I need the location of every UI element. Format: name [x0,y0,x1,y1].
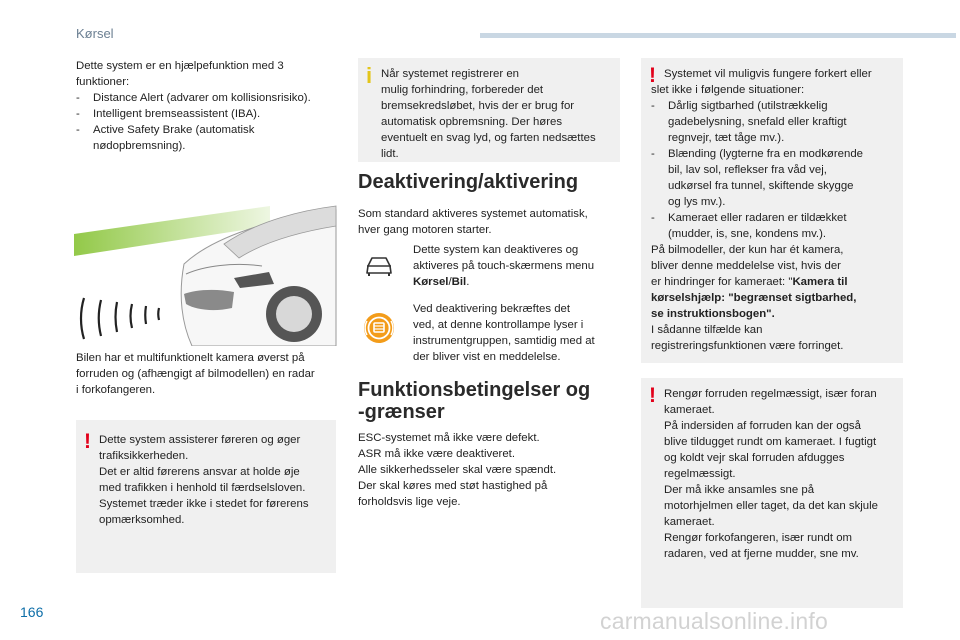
conditions-list: ESC-systemet må ikke være defekt. ASR må ikke være deaktiveret. Alle sikkerhedsseler skal være spændt. Der skal køres med støt hastighed på forholdsvis lige veje. [358,432,557,508]
heading-deactivation: Deaktivering/aktivering [358,171,579,193]
function-item-cont: nødopbremsning). [93,140,186,152]
function-item: - Distance Alert (advarer om kollisionsrisiko). [76,92,311,104]
warning-icon: ! [649,384,656,407]
info-icon: i [366,63,373,88]
intro-text [76,58,338,154]
page-header-title: Kørsel [76,26,114,41]
header-bar [480,33,956,38]
intro-line: funktioner: [76,76,130,88]
warning-icon: ! [84,430,91,453]
info-box-brake-prep: i Når systemet registrerer en mulig forhindring, forbereder det bremsekredsløbet, hvis der er brug for automatisk opbremsning. Der høres eventuelt en svag lyd, og farten nedsættes lidt. [358,58,620,162]
menu-path-car: Bil [451,276,467,288]
intro-line: Dette system er en hjælpefunktion med 3 [76,60,284,72]
menu-path-driving: Kørsel [413,276,449,288]
car-menu-icon [364,254,394,278]
radar-waves [81,298,159,339]
function-item: - Intelligent bremseassistent (IBA). [76,108,261,120]
deactivate-instructions: Dette system kan deaktiveres og aktiveres på touch-skærmens menu Kørsel/Bil. [413,244,595,288]
warning-box-cleaning: ! Rengør forruden regelmæssigt, især foran kameraet. På indersiden af forruden kan der også blive tildugget rundt om kameraet. I fugtigt og koldt vejr skal forruden afdugges regelmæssigt. Der må ikke ansamles sne på motorhjelmen eller taget, da det kan skjule kameraet. Rengør forkofangeren, især rundt om radaren, ved at fjerne mudder, sne mv. [641,378,903,608]
function-item: - Active Safety Brake (automatisk [76,124,255,136]
active-safety-brake-lamp-icon [362,311,396,345]
watermark: carmanualsonline.info [600,608,828,634]
heading-conditions: Funktionsbetingelser og -grænser [358,379,591,423]
car-camera-illustration [74,196,338,346]
confirmation-text: Ved deaktivering bekræftes det ved, at denne kontrollampe lyser i instrumentgruppen, samtidig med at der bliver vist en meddelelse. [413,303,595,363]
page-number: 166 [20,604,44,620]
warning-box-responsibility: ! Dette system assisterer føreren og øger trafiksikkerheden. Det er altid førerens ansvar at holde øje med trafikken i henhold til færdselsloven. Systemet træder ikke i stedet for førerens opmærksomhed. [76,420,336,573]
warning-icon: ! [649,64,656,87]
car-rim [276,296,312,332]
camera-description: Bilen har et multifunktionelt kamera øverst på forruden og (afhængigt af bilmodellen) en radar i forkofangeren. [76,352,315,396]
default-activation-text: Som standard aktiveres systemet automatisk, hver gang motoren starter. [358,208,588,236]
warning-box-limitations: ! Systemet vil muligvis fungere forkert eller slet ikke i følgende situationer: - Dårlig sigtbarhed (utilstrækkelig gadebelysning, snefald eller kraftigt regnvejr, tæt tåge mv.). - Blænding (lygterne fra en modkørende bil, lav sol, reflekser fra våd vej, udkørsel fra tunnel, skiftende skygge og lys mv.). - Kameraet eller radaren er tildækket (mudder, is, sne, kondens mv.). På bilmodeller, der kun har ét kamera, bliver denne meddelelse vist, hvis der er hindringer for kameraet: "Kamera til kørselshjælp: "begrænset sigtbarhed, se instruktionsbogen". I sådanne tilfælde kan registreringsfunktionen være forringet. [641,58,903,363]
